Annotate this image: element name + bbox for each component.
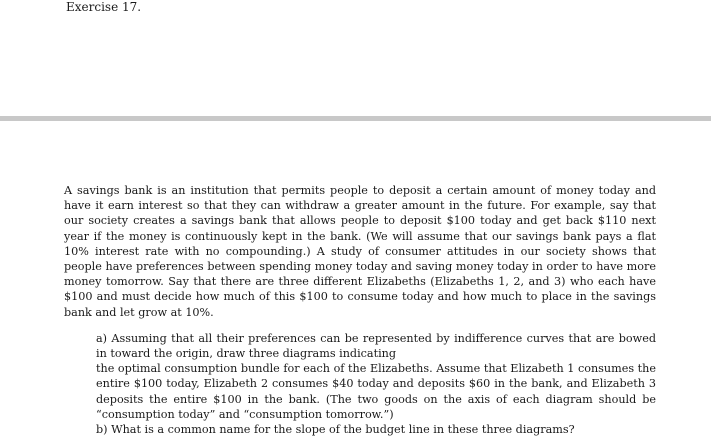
question-list	[96, 331, 656, 437]
question-a	[96, 331, 656, 422]
question-a-line-2: the optimal consumption bundle for each of the Elizabeths. Assume that Elizabeth 1 consumes the entire $100 today, Elizabeth 2 consumes $40 today and deposits $60 in the bank, and Elizabeth 3 deposits the entire $100 in the bank. (The two goods on the axis of each diagram should be “consumption today” and “consumption tomorrow.”)	[96, 362, 656, 421]
question-b: b) What is a common name for the slope of the budget line in these three diagrams?	[96, 423, 575, 437]
problem-paragraph: A savings bank is an institution that permits people to deposit a certain amount of money today and have it earn interest so that they can withdraw a greater amount in the future. For example, say that our society creates a savings bank that allows people to deposit $100 today and get back $110 next year if the money is continuously kept in the bank. (We will assume that our savings bank pays a flat 10% interest rate with no compounding.) A study of consumer attitudes in our society shows that people have preferences between spending money today and saving money today in order to have more money tomorrow. Say that there are three different Elizabeths (Elizabeths 1, 2, and 3) who each have $100 and must decide how much of this $100 to consume today and how much to place in the savings bank and let grow at 10%.	[64, 184, 656, 319]
question-a-line-1: a) Assuming that all their preferences can be represented by indifference curves that are bowed in toward the origin, draw three diagrams indicating	[96, 331, 656, 361]
section-divider	[0, 116, 711, 121]
problem-text	[64, 183, 656, 437]
exercise-title: Exercise 17.	[66, 0, 142, 14]
